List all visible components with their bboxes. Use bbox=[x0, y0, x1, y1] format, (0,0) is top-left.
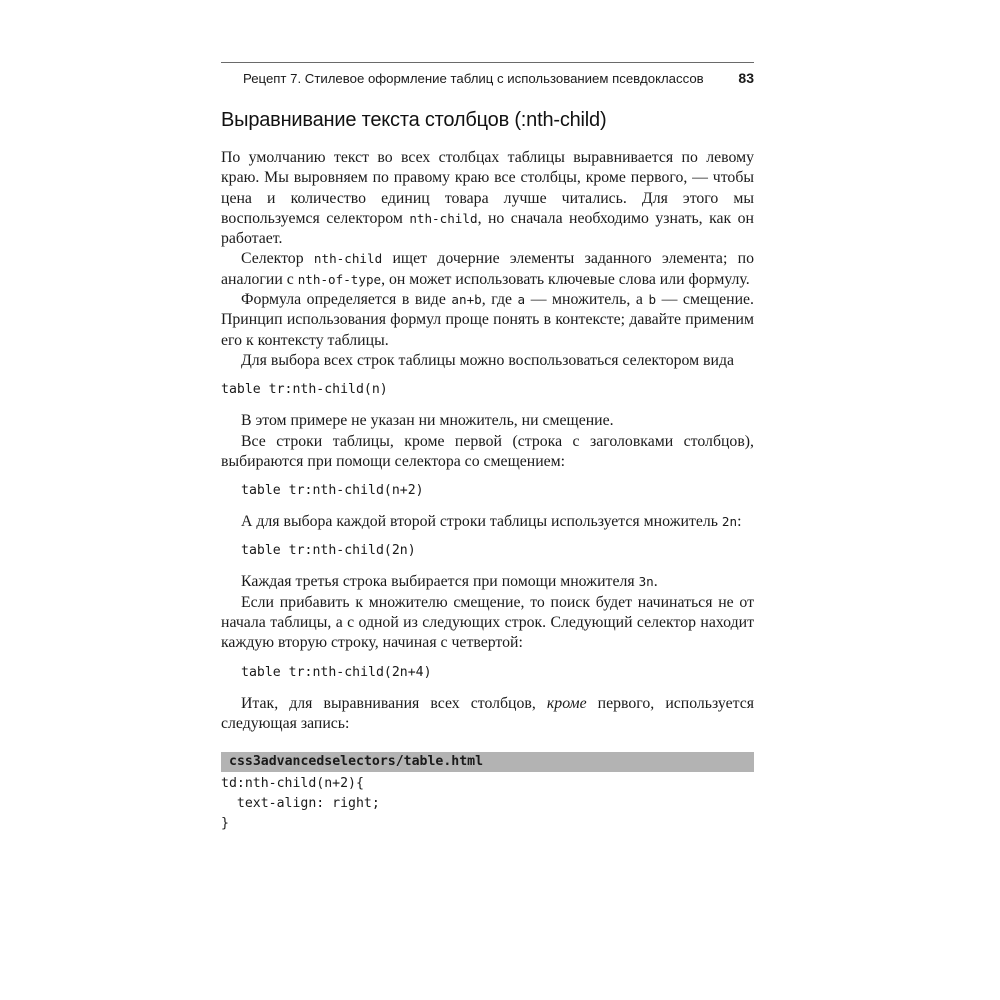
body-text bbox=[221, 148, 754, 834]
inline-code: nth-of-type bbox=[297, 271, 382, 287]
paragraph-5: В этом примере не указан ни множитель, ни смещение. bbox=[241, 412, 614, 430]
paragraph-4: Для выбора всех строк таблицы можно воспользоваться селектором вида bbox=[241, 351, 735, 369]
section-heading: Выравнивание текста столбцов (:nth-child) bbox=[221, 109, 607, 131]
paragraph-3: Формула определяется в виде an+b, где a — множитель, а b — смещение. Принцип использования формул проще понять в контексте; давайте применим его к контексту таблицы. bbox=[221, 291, 754, 349]
page-number: 83 bbox=[738, 70, 754, 86]
emphasis: кроме bbox=[546, 694, 587, 712]
listing-line: } bbox=[221, 816, 229, 832]
listing-code bbox=[221, 774, 754, 834]
code-example-1: table tr:nth-child(n) bbox=[221, 382, 388, 398]
paragraph-6: Все строки таблицы, кроме первой (строка с заголовками столбцов), выбираются при помощи селектора со смещением: bbox=[221, 432, 754, 470]
code-example-4: table tr:nth-child(2n+4) bbox=[241, 664, 432, 680]
inline-code: a bbox=[517, 292, 526, 308]
running-header-title: Рецепт 7. Стилевое оформление таблиц с использованием псевдоклассов bbox=[243, 71, 704, 86]
listing-line: text-align: right; bbox=[221, 796, 380, 812]
inline-code: an+b bbox=[451, 292, 482, 308]
inline-code: 2n bbox=[721, 514, 738, 530]
listing-line: td:nth-child(n+2){ bbox=[221, 776, 364, 792]
paragraph-10: Итак, для выравнивания всех столбцов, кроме первого, используется следующая запись: bbox=[221, 694, 754, 732]
paragraph-2: Селектор nth-child ищет дочерние элементы заданного элемента; по аналогии с nth-of-type, он может использовать ключевые слова или формулу. bbox=[221, 250, 754, 288]
paragraph-8: Каждая третья строка выбирается при помощи множителя 3n. bbox=[241, 573, 658, 591]
code-example-2: table tr:nth-child(n+2) bbox=[241, 483, 424, 499]
inline-code: b bbox=[648, 292, 657, 308]
paragraph-9: Если прибавить к множителю смещение, то поиск будет начинаться не от начала таблицы, а с одной из следующих строк. Следующий селектор находит каждую вторую строку, начиная с четвертой: bbox=[221, 593, 754, 652]
book-page bbox=[221, 62, 754, 834]
listing-caption: css3advancedselectors/table.html bbox=[221, 752, 754, 772]
paragraph-1: По умолчанию текст во всех столбцах таблицы выравнивается по левому краю. Мы выровняем по правому краю все столбцы, кроме первого, — чтобы цена и количество единиц товара лучше читались. Для этого мы воспользуемся селектором nth-child, но сначала необходимо узнать, как он работает. bbox=[221, 149, 754, 248]
paragraph-7: А для выбора каждой второй строки таблицы используется множитель 2n: bbox=[241, 513, 742, 531]
code-example-3: table tr:nth-child(2n) bbox=[241, 543, 416, 559]
inline-code: nth-child bbox=[409, 210, 478, 226]
inline-code: nth-child bbox=[313, 251, 383, 267]
running-header bbox=[221, 62, 754, 95]
inline-code: 3n bbox=[638, 574, 654, 590]
